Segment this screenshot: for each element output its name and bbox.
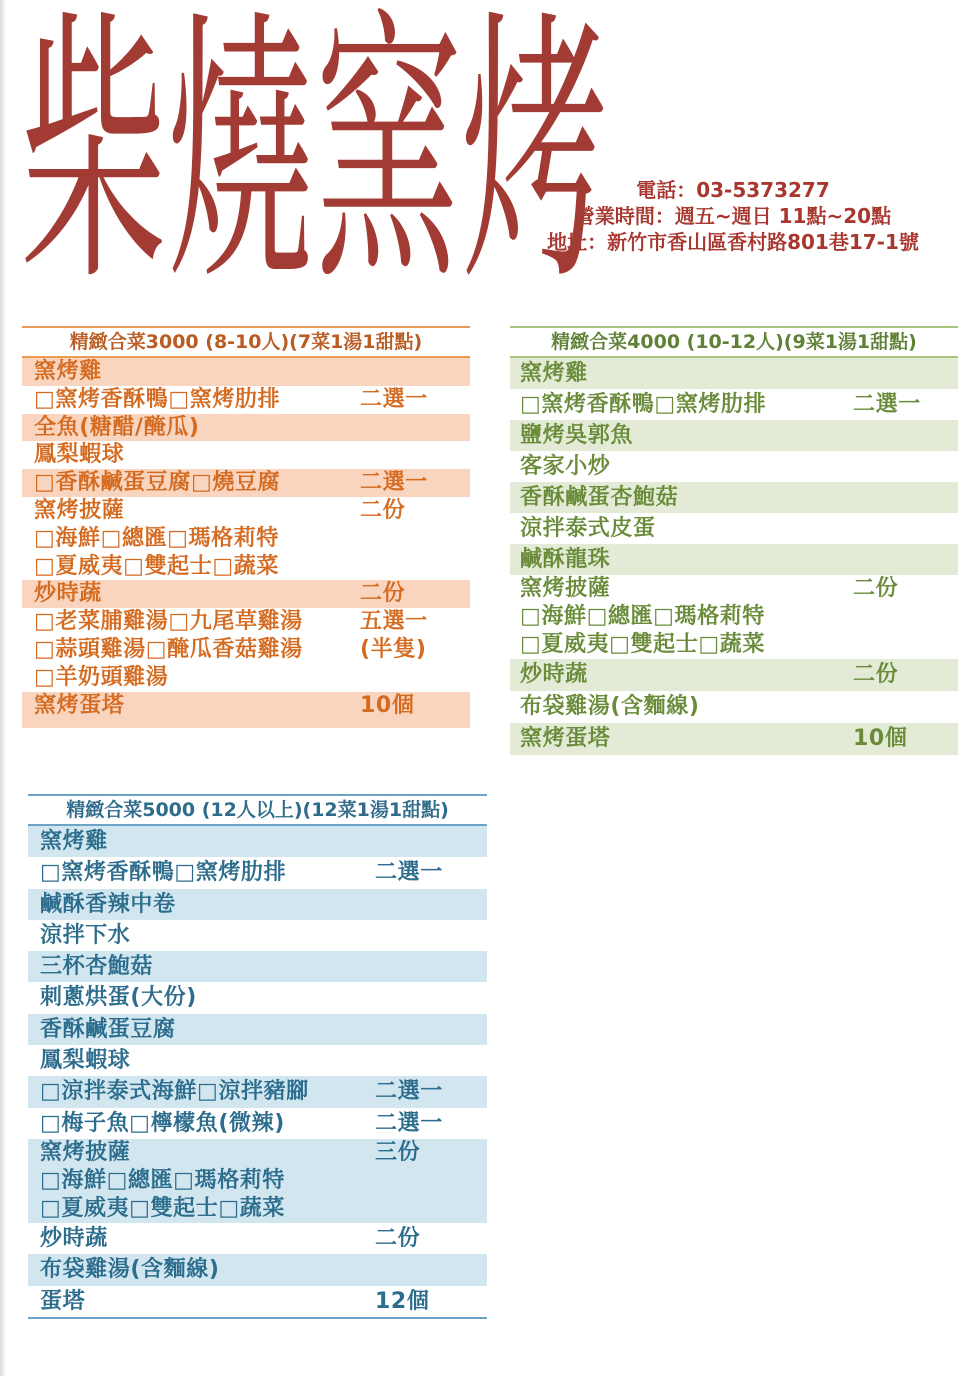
dish-note: 10個 — [360, 692, 415, 718]
menu-row — [22, 525, 470, 553]
dish-name: 窯烤雞 — [34, 359, 102, 384]
dish-name: □窯烤香酥鴨□窯烤肋排 — [34, 386, 281, 412]
menu-row — [510, 723, 958, 755]
dish-name: □夏威夷□雙起士□蔬菜 — [40, 1195, 285, 1221]
menu-row — [28, 1223, 487, 1255]
dish-name: □窯烤香酥鴨□窯烤肋排 — [40, 860, 287, 886]
dish-note: 二選一 — [360, 386, 428, 412]
menu-row — [510, 631, 958, 659]
dish-name: 香酥鹹蛋豆腐 — [40, 1016, 176, 1042]
menu-row — [28, 1254, 487, 1286]
dish-name: 蛋塔 — [40, 1288, 86, 1314]
menu-row — [28, 1045, 487, 1076]
menu-row — [510, 513, 958, 544]
dish-name: 炒時蔬 — [34, 581, 102, 607]
dish-name: 窯烤披薩 — [520, 576, 611, 601]
dish-name: □海鮮□總匯□瑪格莉特 — [40, 1167, 285, 1193]
dish-name: □夏威夷□雙起士□蔬菜 — [520, 632, 765, 657]
menu-row — [28, 826, 487, 857]
menu-row — [22, 608, 470, 636]
menu-row — [22, 358, 470, 386]
menu-row — [22, 692, 470, 728]
dish-name: 鹽烤吳郭魚 — [520, 423, 634, 448]
menu-row — [22, 469, 470, 497]
dish-note: 二選一 — [375, 1079, 443, 1105]
dish-name: 鹹酥龍珠 — [520, 547, 611, 572]
dish-name: 窯烤雞 — [520, 361, 588, 386]
dish-note: 二份 — [853, 576, 899, 601]
dish-name: 客家小炒 — [520, 454, 611, 479]
dish-name: 香酥鹹蛋杏鮑菇 — [520, 485, 679, 510]
dish-name: □羊奶頭雞湯 — [34, 664, 169, 690]
dish-name: □香酥鹹蛋豆腐□燒豆腐 — [34, 470, 281, 496]
menu-row — [28, 951, 487, 982]
dish-name: 窯烤披薩 — [34, 497, 125, 523]
dish-note: 二份 — [360, 497, 406, 523]
dish-note: 二份 — [853, 662, 899, 687]
dish-note: 五選一 — [360, 609, 428, 635]
set-menu-3000 — [22, 326, 470, 728]
dish-name: □海鮮□總匯□瑪格莉特 — [520, 604, 765, 629]
menu-row — [28, 1286, 487, 1318]
dish-name: 窯烤蛋塔 — [520, 726, 611, 751]
menu-row — [510, 451, 958, 482]
dish-name: 布袋雞湯(含麵線) — [520, 694, 700, 719]
menu-row — [28, 1195, 487, 1223]
dish-note: 12個 — [375, 1288, 430, 1314]
dish-name: 炒時蔬 — [520, 662, 588, 687]
menu-row — [28, 982, 487, 1013]
dish-name: □海鮮□總匯□瑪格莉特 — [34, 525, 279, 551]
menu-row — [28, 1139, 487, 1167]
dish-name: 涼拌泰式皮蛋 — [520, 516, 656, 541]
dish-name: 窯烤雞 — [40, 829, 108, 854]
dish-name: □涼拌泰式海鮮□涼拌豬腳 — [40, 1079, 309, 1105]
menu-row — [510, 544, 958, 575]
dish-name: 窯烤蛋塔 — [34, 692, 125, 718]
menu-row — [22, 414, 470, 442]
menu-row — [510, 482, 958, 513]
dish-name: 刺蔥烘蛋(大份) — [40, 985, 197, 1011]
menu-row — [22, 580, 470, 608]
menu-row — [510, 358, 958, 389]
business-hours: 營業時間：週五~週日 11點~20點 — [574, 204, 892, 228]
menu-row — [510, 603, 958, 631]
set-menu-5000 — [28, 794, 487, 1319]
set-menu-title: 精緻合菜3000 (8-10人)(7菜1湯1甜點) — [22, 326, 470, 358]
menu-row — [22, 497, 470, 525]
dish-name: □窯烤香酥鴨□窯烤肋排 — [520, 392, 767, 417]
page-edge-shadow — [0, 0, 6, 1376]
dish-name: 鹹酥香辣中卷 — [40, 891, 176, 917]
dish-name: 炒時蔬 — [40, 1225, 108, 1251]
menu-row — [28, 920, 487, 951]
dish-name: □蒜頭雞湯□醃瓜香菇雞湯 — [34, 636, 303, 662]
dish-note: (半隻) — [360, 636, 427, 662]
phone-number: 電話：03-5373277 — [636, 178, 830, 202]
menu-row — [22, 386, 470, 414]
set-menu-title: 精緻合菜5000 (12人以上)(12菜1湯1甜點) — [28, 794, 487, 826]
set-menu-4000 — [510, 326, 958, 755]
dish-note: 二選一 — [375, 860, 443, 886]
dish-note: 10個 — [853, 726, 908, 751]
dish-name: 三杯杏鮑菇 — [40, 954, 154, 980]
dish-note: 二份 — [360, 581, 406, 607]
dish-name: 鳳梨蝦球 — [40, 1048, 131, 1074]
dish-note: 二選一 — [375, 1110, 443, 1136]
dish-note: 二份 — [375, 1225, 421, 1251]
dish-name: □夏威夷□雙起士□蔬菜 — [34, 553, 279, 579]
dish-name: 鳳梨蝦球 — [34, 442, 125, 468]
set-menu-title: 精緻合菜4000 (10-12人)(9菜1湯1甜點) — [510, 326, 958, 358]
menu-row — [22, 664, 470, 692]
menu-row — [510, 389, 958, 420]
menu-row — [28, 1167, 487, 1195]
dish-name: 布袋雞湯(含麵線) — [40, 1257, 220, 1283]
menu-row — [28, 857, 487, 888]
dish-name: □老菜脯雞湯□九尾草雞湯 — [34, 609, 303, 635]
menu-row — [28, 1014, 487, 1045]
dish-name: 窯烤披薩 — [40, 1139, 131, 1165]
menu-row — [510, 420, 958, 451]
menu-row — [28, 1076, 487, 1107]
menu-row — [28, 1108, 487, 1139]
address: 地址：新竹市香山區香村路801巷17-1號 — [547, 230, 919, 254]
dish-note: 二選一 — [360, 470, 428, 496]
menu-row — [22, 636, 470, 664]
menu-row — [510, 575, 958, 603]
menu-row — [28, 889, 487, 920]
dish-name: □梅子魚□檸檬魚(微辣) — [40, 1110, 285, 1136]
menu-row — [510, 691, 958, 723]
menu-row — [22, 441, 470, 469]
menu-row — [510, 659, 958, 691]
menu-row — [22, 553, 470, 581]
dish-name: 涼拌下水 — [40, 922, 131, 948]
dish-name: 全魚(糖醋/醃瓜) — [34, 414, 200, 440]
restaurant-title: 柴燒窯烤 — [20, 0, 609, 321]
dish-note: 三份 — [375, 1139, 421, 1165]
dish-note: 二選一 — [853, 392, 921, 417]
